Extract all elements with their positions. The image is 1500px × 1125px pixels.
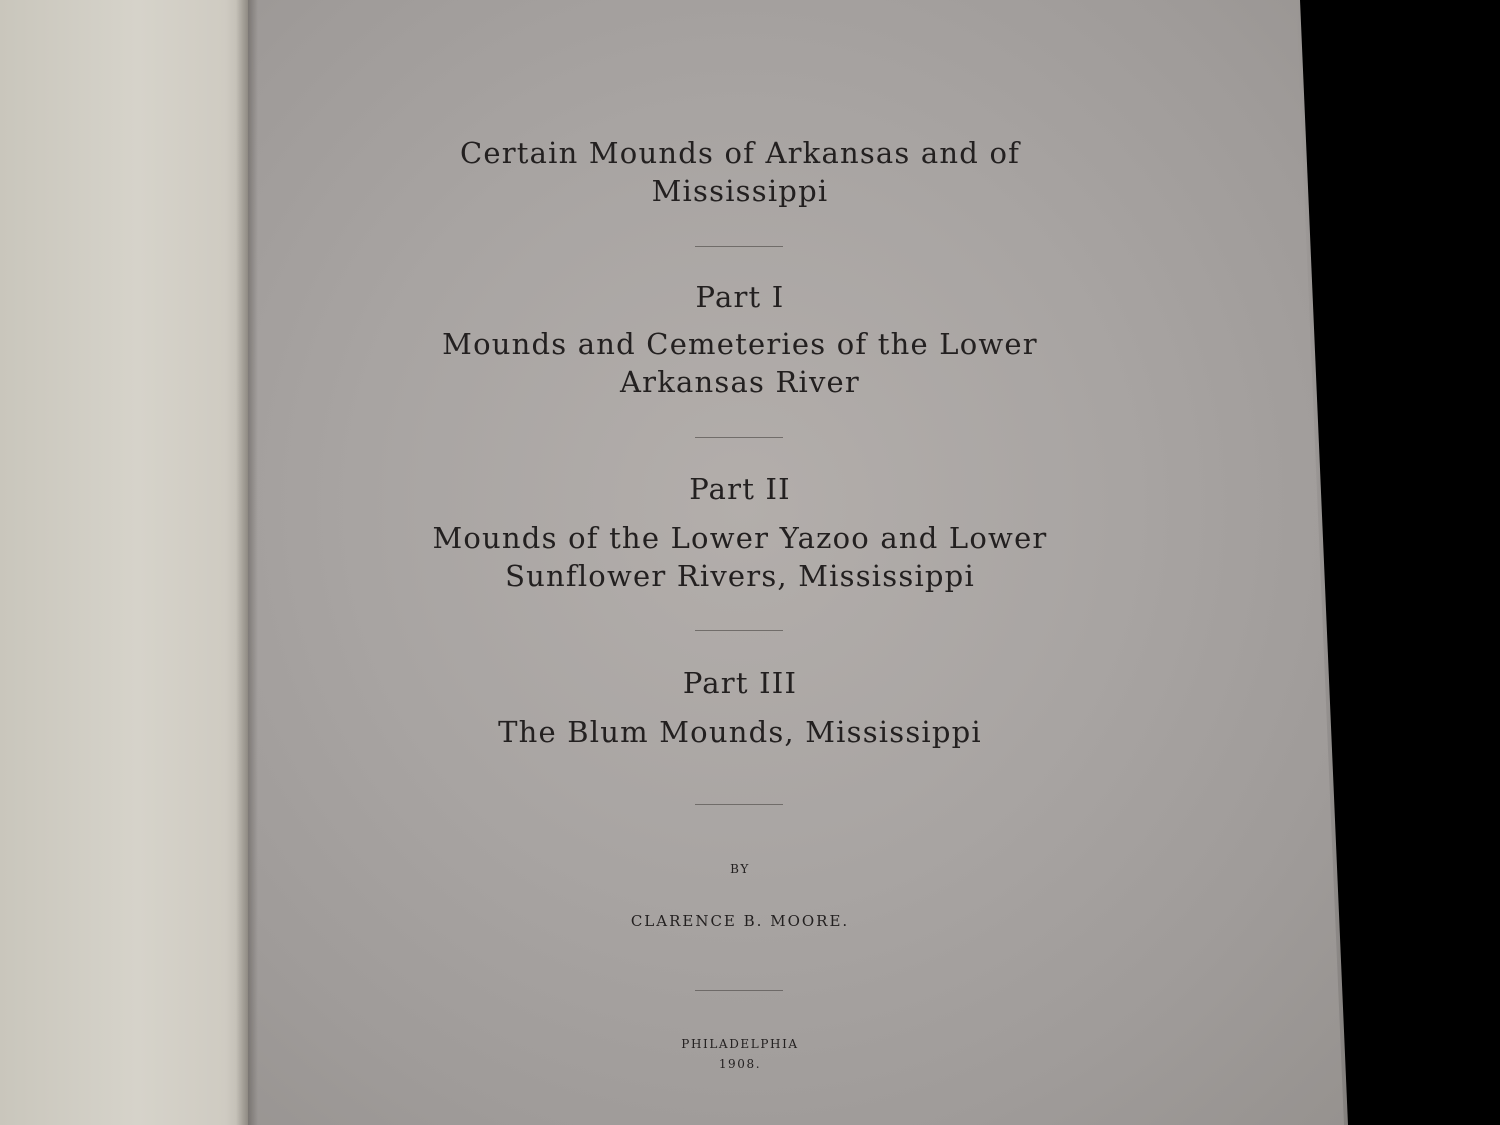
- part-1-title-line-2: Arkansas River: [620, 365, 860, 399]
- book-title-line-2: Mississippi: [651, 174, 829, 208]
- part-1-heading: Part I: [695, 280, 785, 314]
- part-1-title: [442, 325, 1038, 401]
- part-2-title: [433, 519, 1048, 595]
- author-name: CLARENCE B. MOORE.: [630, 912, 850, 930]
- part-2-title-line-1: Mounds of the Lower Yazoo and Lower: [432, 521, 1048, 555]
- divider-rule: [695, 990, 783, 991]
- divider-rule: [695, 630, 783, 631]
- part-2-title-line-2: Sunflower Rivers, Mississippi: [505, 559, 975, 593]
- by-label: BY: [730, 862, 750, 876]
- part-1-title-line-1: Mounds and Cemeteries of the Lower: [442, 327, 1038, 361]
- divider-rule: [695, 246, 783, 247]
- book-gutter: [236, 0, 258, 1125]
- book-title-line-1: Certain Mounds of Arkansas and of: [459, 136, 1021, 170]
- publication-place: PHILADELPHIA: [681, 1037, 799, 1051]
- divider-rule: [695, 804, 783, 805]
- left-page: [0, 0, 250, 1125]
- imprint: [681, 1034, 798, 1074]
- part-3-title: The Blum Mounds, Mississippi: [498, 715, 982, 749]
- book-title: [460, 134, 1020, 210]
- part-3-heading: Part III: [682, 666, 798, 700]
- divider-rule: [695, 437, 783, 438]
- publication-year: 1908.: [718, 1057, 762, 1071]
- part-2-heading: Part II: [689, 472, 791, 506]
